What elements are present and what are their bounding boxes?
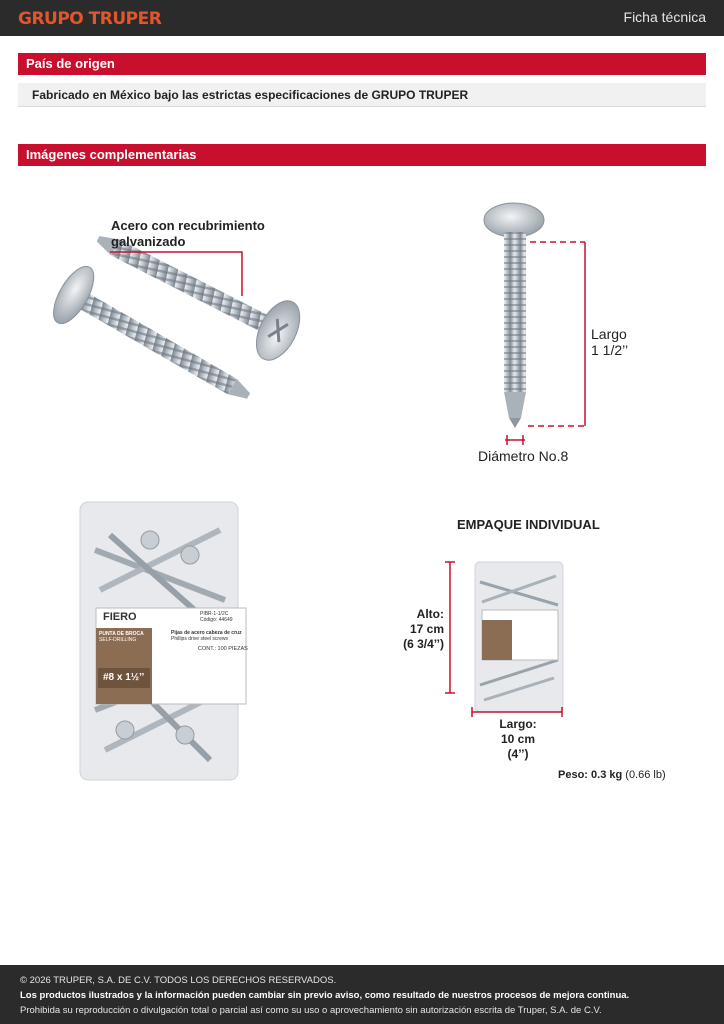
package-size: #8 x 1½’’ [103,672,145,683]
screw-vertical-illustration [484,203,585,445]
weight-value: 0.3 kg [591,769,623,781]
origin-text: Fabricado en México bajo las estrictas especificaciones de GRUPO TRUPER [18,83,706,107]
package-tip-line1: PUNTA DE BROCA [99,631,144,637]
width-label-line3: (4’’) [507,747,529,761]
package-content: CONT.: 100 PIEZAS [198,646,248,652]
coating-label-line2: galvanizado [111,234,186,249]
top-bar [0,0,724,36]
origin-section-title: País de origen [18,53,706,75]
package-brand: FIERO [103,611,137,623]
width-label-line2: 10 cm [500,732,536,746]
height-label-line2: 17 cm [409,622,444,636]
coating-label-line1: Acero con recubrimiento [111,218,265,233]
length-label-line1: Largo [591,326,627,342]
width-label-line1: Largo: [499,717,537,731]
package-tip-line2: SELF-DRILLING [99,637,137,643]
images-section-title: Imágenes complementarias [18,144,706,166]
height-label-line1: Alto: [416,607,444,621]
package-desc-line1: Pijas de acero cabeza de cruz [171,630,242,636]
footer-notice: Los productos ilustrados y la información pueden cambiar sin previo aviso, como resultado de nuestros procesos de mejora continua. [20,990,630,1001]
package-code-line1: PIBR-1-1/2C [200,611,229,617]
diameter-label: Diámetro No.8 [478,448,569,464]
complementary-images [0,190,724,800]
package-heading: EMPAQUE INDIVIDUAL [457,517,600,532]
brand-logo: GRUPO TRUPER [18,9,162,29]
package-small [445,562,563,717]
weight-alt: (0.66 lb) [625,769,666,781]
footer-copyright: © 2026 TRUPER, S.A. DE C.V. TODOS LOS DERECHOS RESERVADOS. [20,975,337,986]
length-label-line2: 1 1/2’’ [591,342,629,358]
weight-row [558,769,666,781]
footer [0,965,724,1024]
weight-label: Peso: [558,769,588,781]
height-label-line3: (6 3/4’’) [403,637,444,651]
document-type: Ficha técnica [623,9,706,25]
footer-prohibition: Prohibida su reproducción o divulgación total o parcial así como su uso o aprovechamiento sin autorización escrita de Truper, S.A. de C.V. [20,1005,602,1016]
package-code-line2: Código: 44649 [200,617,233,623]
package-desc-line2: Phillips drive steel screws [171,636,228,642]
